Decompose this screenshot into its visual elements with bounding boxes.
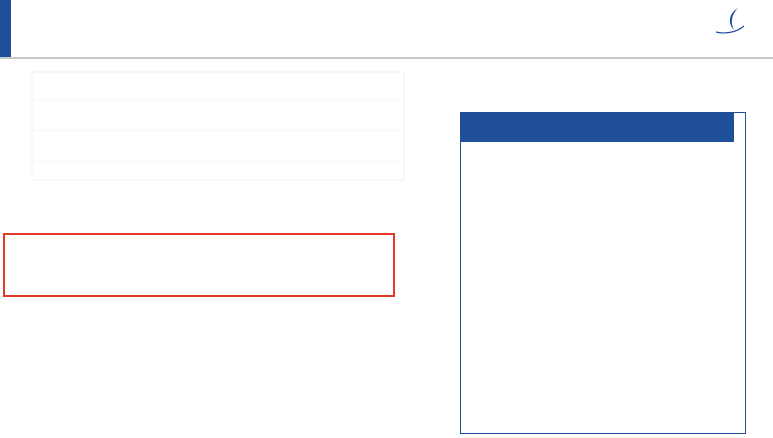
slide-title-bar [0,0,773,60]
title-divider [0,57,773,59]
serp-lines-svg [30,70,425,185]
analysis-panel [460,112,746,434]
company-logo [694,6,764,54]
highlight-frame [3,233,395,297]
serp-history-chart [30,62,425,237]
logo-swoosh-icon [694,6,764,36]
panel-header [460,112,734,142]
title-accent-bar [0,0,11,57]
